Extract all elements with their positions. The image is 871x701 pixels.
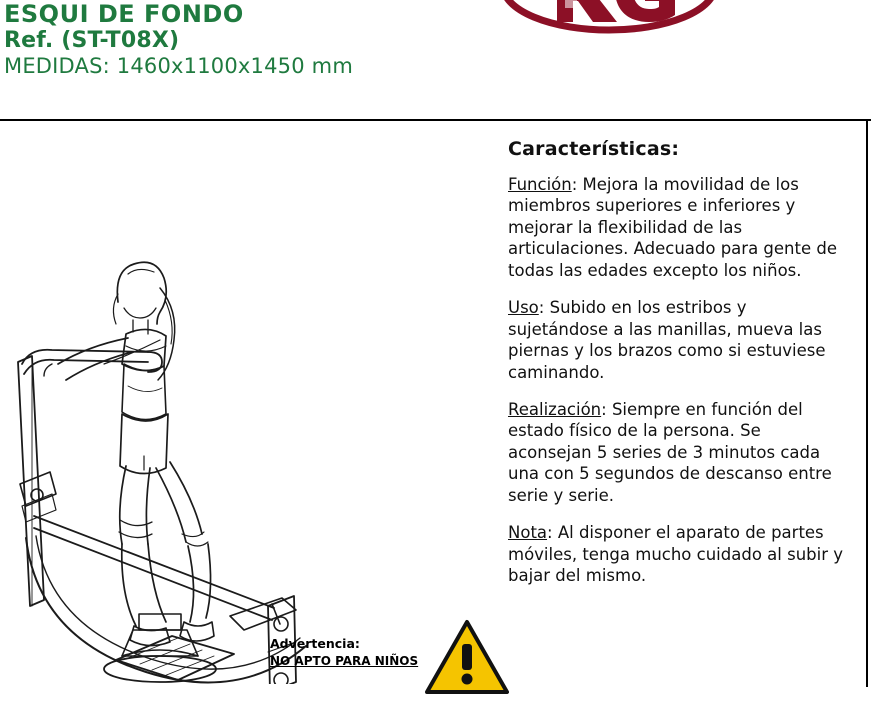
item-separator-nota: :: [547, 523, 558, 543]
characteristics-heading: Características:: [508, 138, 680, 160]
product-illustration: [0, 124, 470, 684]
item-label-nota: Nota: [508, 523, 548, 543]
item-separator-realizacion: :: [601, 399, 612, 419]
right-border-line: [866, 119, 868, 687]
item-label-realizacion: Realización: [508, 399, 602, 419]
product-dimensions: MEDIDAS: 1460x1100x1450 mm: [4, 54, 353, 79]
characteristics-item-uso: [508, 297, 848, 383]
characteristics-section: [508, 138, 848, 602]
warning-block: [270, 636, 470, 686]
header-divider: [0, 119, 871, 121]
characteristics-item-funcion: [508, 174, 848, 281]
characteristics-item-nota: [508, 522, 848, 586]
product-reference: Ref. (ST-T08X): [4, 28, 180, 54]
item-text-funcion: Mejora la movilidad de los miembros superiores e inferiores y mejorar la flexibilidad de las articulaciones. Adecuado para gente de todas las edades excepto los niños.: [508, 175, 837, 280]
product-title-block: [4, 0, 353, 79]
page-header: [0, 0, 871, 118]
warning-triangle-icon: [425, 618, 509, 696]
item-text-realizacion: Siempre en función del estado físico de la persona. Se aconsejan 5 series de 3 minutos cada una con 5 segundos de descanso entre serie y serie.: [508, 399, 832, 505]
item-separator-uso: :: [538, 298, 550, 318]
item-text-uso: Subido en los estribos y sujetándose a las manillas, mueva las piernas y los brazos como si estuviese caminando.: [508, 298, 826, 382]
characteristics-item-realizacion: [508, 399, 848, 506]
warning-label: Advertencia:: [270, 636, 360, 651]
warning-sublabel: NO APTO PARA NIÑOS: [270, 653, 419, 668]
item-label-uso: Uso: [508, 298, 539, 318]
item-text-nota: Al disponer el aparato de partes móviles, tenga mucho cuidado al subir y bajar del mismo.: [508, 523, 844, 585]
warning-label-group: [270, 636, 418, 669]
company-logo: [499, 0, 719, 52]
product-name: ESQUI DE FONDO: [4, 0, 244, 28]
item-separator-funcion: :: [571, 175, 583, 194]
item-label-funcion: Función: [508, 175, 572, 194]
